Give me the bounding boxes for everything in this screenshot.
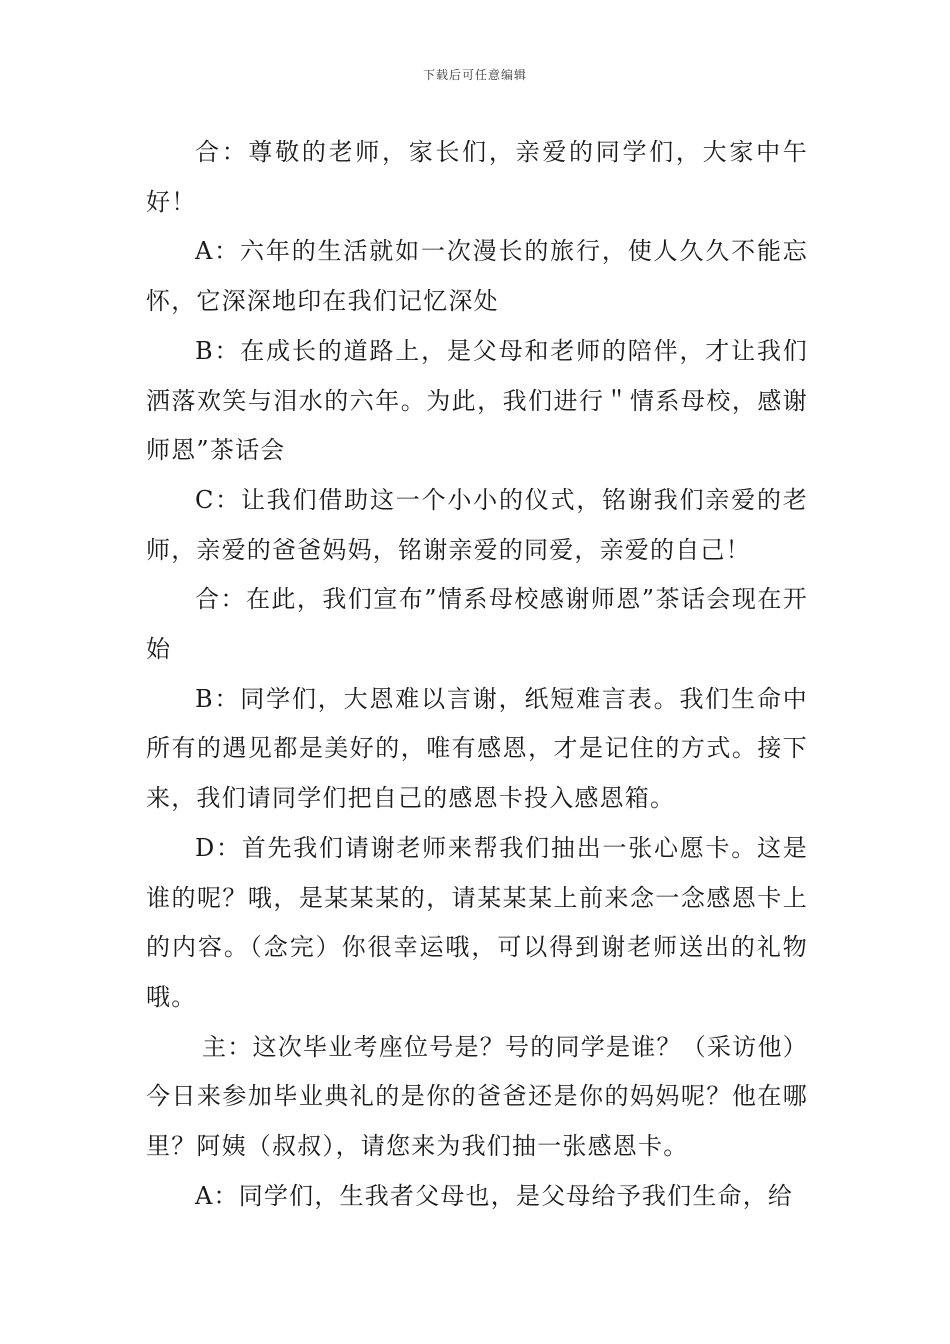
page-header: 下载后可任意编辑 xyxy=(422,68,527,82)
paragraph-a-2: A：同学们，生我者父母也，是父母给予我们生命，给 xyxy=(195,1181,794,1210)
paragraph-announce: 合：在此，我们宣布”情系母校感谢师恩”茶话会现在开始 xyxy=(146,585,808,664)
paragraph-c-1: C：让我们借助这一个小小的仪式，铭谢我们亲爱的老师，亲爱的爸爸妈妈，铭谢亲爱的同爱，亲爱的自己！ xyxy=(146,485,808,564)
paragraph-b-2: B：同学们，大恩难以言谢，纸短难言表。我们生命中所有的遇见都是美好的，唯有感恩，才是记住的方式。接下来，我们请同学们把自己的感恩卡投入感恩箱。 xyxy=(146,684,808,813)
paragraph-b-1: B：在成长的道路上，是父母和老师的陪伴，才让我们洒落欢笑与泪水的六年。为此，我们进行＂情系母校，感谢师恩”茶话会 xyxy=(146,336,808,465)
paragraph-a-1: A：六年的生活就如一次漫长的旅行，使人久久不能忘怀，它深深地印在我们记忆深处 xyxy=(146,237,808,316)
paragraph-d-1: D：首先我们请谢老师来帮我们抽出一张心愿卡。这是谁的呢？哦，是某某某的，请某某某上前来念一念感恩卡上的内容。（念完）你很幸运哦，可以得到谢老师送出的礼物哦。 xyxy=(146,833,808,1011)
paragraph-opening: 合：尊敬的老师，家长们，亲爱的同学们，大家中午好！ xyxy=(146,138,808,216)
paragraph-host: 主：这次毕业考座位号是？号的同学是谁？（采访他）今日来参加毕业典礼的是你的爸爸还是你的妈妈呢？他在哪里？阿姨（叔叔），请您来为我们抽一张感恩卡。 xyxy=(146,1032,808,1161)
document-body xyxy=(146,128,808,1221)
